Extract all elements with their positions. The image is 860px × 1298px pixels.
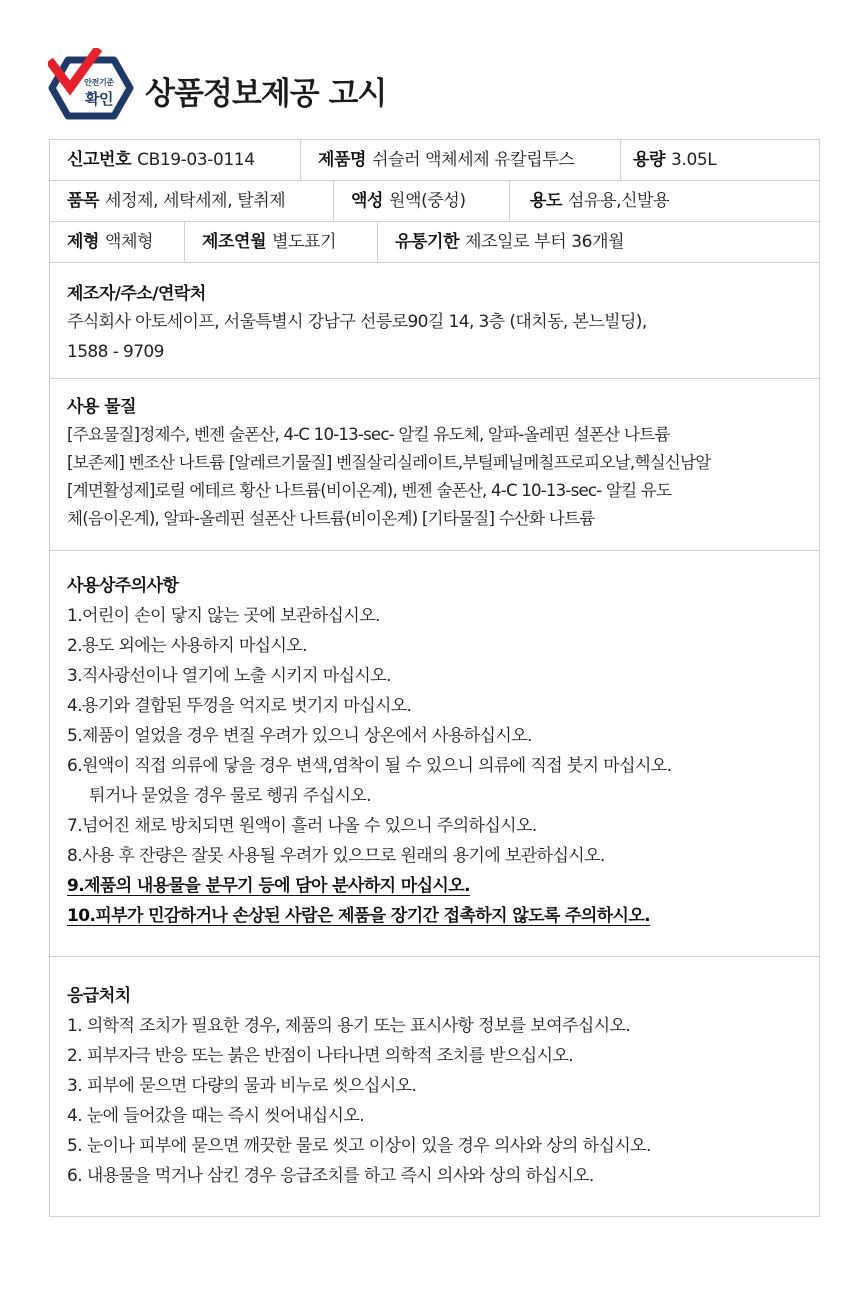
first-aid-item: 2. 피부자극 반응 또는 붉은 반점이 나타나면 의학적 조치를 받으십시오. <box>67 1046 574 1066</box>
badge-label: 확인 <box>85 90 113 108</box>
caution-item-emphasis: 9.제품의 내용물을 분무기 등에 담아 분사하지 마십시오. <box>67 876 470 896</box>
capacity-value: 3.05L <box>671 150 717 170</box>
product-name-cell <box>301 140 621 180</box>
expiry-cell <box>378 222 819 262</box>
info-row-1 <box>50 140 819 181</box>
usage-label: 용도 <box>530 191 563 211</box>
category-label: 품목 <box>67 191 100 211</box>
manufacture-date-cell <box>185 222 378 262</box>
category-value: 세정제, 세탁세제, 탈취제 <box>105 191 286 211</box>
product-info-sheet <box>49 139 820 1217</box>
liquid-type-value: 원액(중성) <box>389 191 466 211</box>
category-cell <box>50 181 334 221</box>
manufacturer-title: 제조자/주소/연락처 <box>67 284 206 304</box>
expiry-value: 제조일로 부터 36개월 <box>465 232 625 252</box>
liquid-type-cell <box>334 181 510 221</box>
manufacture-date-value: 별도표기 <box>272 232 337 252</box>
info-row-3 <box>50 222 819 263</box>
first-aid-item: 3. 피부에 묻으면 다량의 물과 비누로 씻으십시오. <box>67 1076 417 1096</box>
cautions-section <box>50 551 819 957</box>
caution-item-continued: 튀거나 묻었을 경우 물로 헹궈 주십시오. <box>89 786 371 806</box>
safety-confirm-badge <box>48 48 140 128</box>
notice-header <box>48 48 768 128</box>
first-aid-item: 5. 눈이나 피부에 묻으면 깨끗한 물로 씻고 이상이 있을 경우 의사와 상의 하십시오. <box>67 1136 651 1156</box>
badge-caption: 안전기준 <box>84 78 114 87</box>
caution-item: 6.원액이 직접 의류에 닿을 경우 변색,염착이 될 수 있으니 의류에 직접 붓지 마십시오. <box>67 756 672 776</box>
first-aid-item: 1. 의학적 조치가 필요한 경우, 제품의 용기 또는 표시사항 정보를 보여주십시오. <box>67 1016 631 1036</box>
form-cell <box>50 222 185 262</box>
cautions-title: 사용상주의사항 <box>67 576 179 596</box>
caution-item: 7.넘어진 채로 방치되면 원액이 흘러 나올 수 있으니 주의하십시오. <box>67 816 537 836</box>
report-number-cell <box>50 140 301 180</box>
report-number-value: CB19-03-0114 <box>137 150 255 170</box>
first-aid-section <box>50 957 819 1217</box>
expiry-label: 유통기한 <box>395 232 460 252</box>
ingredients-line: [계면활성제]로릴 에테르 황산 나트륨(비이온계), 벤젠 술폰산, 4-C 10-13-sec- 알킬 유도 <box>67 481 672 500</box>
caution-item: 8.사용 후 잔량은 잘못 사용될 우려가 있으므로 원래의 용기에 보관하십시오. <box>67 846 605 866</box>
manufacture-date-label: 제조연월 <box>202 232 267 252</box>
ingredients-line: [보존제] 벤조산 나트륨 [알레르기물질] 벤질살리실레이트,부틸페닐메칠프로피오날,헥실신남알 <box>67 453 711 472</box>
first-aid-item: 6. 내용물을 먹거나 삼킨 경우 응급조치를 하고 즉시 의사와 상의 하십시오. <box>67 1166 594 1186</box>
first-aid-item: 4. 눈에 들어갔을 때는 즉시 씻어내십시오. <box>67 1106 364 1126</box>
page-title: 상품정보제공 고시 <box>145 76 387 112</box>
manufacturer-section <box>50 263 819 379</box>
caution-item: 1.어린이 손이 닿지 않는 곳에 보관하십시오. <box>67 606 380 626</box>
caution-item-emphasis: 10.피부가 민감하거나 손상된 사람은 제품을 장기간 접촉하지 않도록 주의하시오. <box>67 906 651 926</box>
capacity-label: 용량 <box>633 150 666 170</box>
usage-cell <box>510 181 819 221</box>
first-aid-title: 응급처치 <box>67 986 131 1006</box>
capacity-cell <box>621 140 819 180</box>
product-name-label: 제품명 <box>318 150 367 170</box>
caution-item: 4.용기와 결합된 뚜껑을 억지로 벗기지 마십시오. <box>67 696 412 716</box>
caution-item: 5.제품이 얼었을 경우 변질 우려가 있으니 상온에서 사용하십시오. <box>67 726 532 746</box>
form-value: 액체형 <box>105 232 154 252</box>
report-number-label: 신고번호 <box>67 150 132 170</box>
manufacturer-address: 주식회사 아토세이프, 서울특별시 강남구 선릉로90길 14, 3층 (대치동, 본느빌딩), <box>67 312 647 332</box>
form-label: 제형 <box>67 232 100 252</box>
liquid-type-label: 액성 <box>351 191 384 211</box>
ingredients-title: 사용 물질 <box>67 397 137 417</box>
usage-value: 섬유용,신발용 <box>568 191 670 211</box>
caution-item: 2.용도 외에는 사용하지 마십시오. <box>67 636 307 656</box>
info-row-2 <box>50 181 819 222</box>
manufacturer-phone: 1588 - 9709 <box>67 342 164 362</box>
product-name-value: 쉬슬러 액체세제 유칼립투스 <box>372 150 575 170</box>
ingredients-section <box>50 379 819 551</box>
ingredients-line: [주요물질]정제수, 벤젠 술폰산, 4-C 10-13-sec- 알킬 유도체, 알파-올레핀 설폰산 나트륨 <box>67 425 670 444</box>
caution-item: 3.직사광선이나 열기에 노출 시키지 마십시오. <box>67 666 391 686</box>
ingredients-line: 체(음이온계), 알파-올레핀 설폰산 나트륨(비이온계) [기타물질] 수산화 나트륨 <box>67 509 595 528</box>
